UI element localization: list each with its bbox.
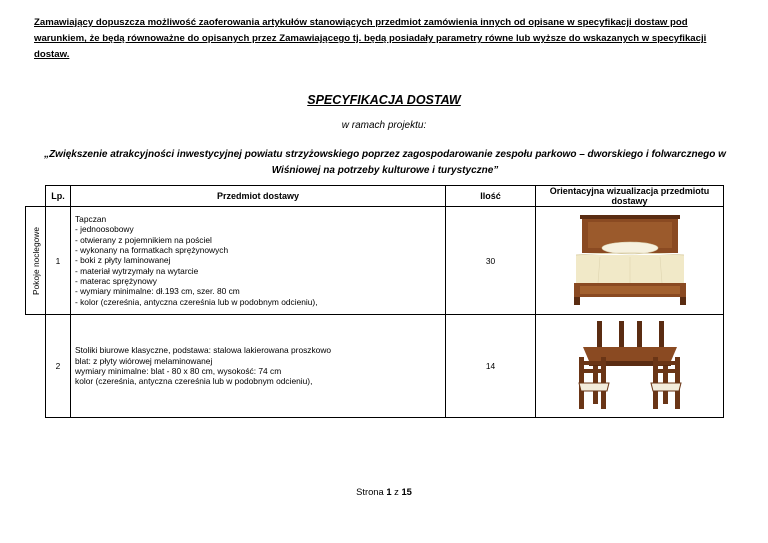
desc-line: - wykonany na formatkach sprężynowych: [75, 245, 229, 256]
document-subtitle: w ramach projektu:: [341, 120, 427, 131]
intro-note: Zamawiający dopuszcza możliwość zaoferowania artykułów stanowiących przedmiot zamówienia innych od opisane w specyfikacji dostaw pod warunkiem, że będą równoważne do opisanych przez Zamawiającego tj. będą posiadały parametry równe lub wyższe do wskazanych w specyfikacji dostaw.: [34, 17, 707, 60]
desc-line: - jednoosobowy: [75, 224, 134, 235]
header-viz: Orientacyjna wizualizacja przedmiotu dostawy: [536, 186, 724, 207]
header-lp: Lp.: [46, 186, 71, 207]
table-header-row: [26, 186, 724, 207]
table-chairs-image: [575, 317, 685, 413]
desc-line: - kolor (czereśnia, antyczna czereśnia lub w podobnym odcieniu),: [75, 296, 318, 307]
section-cell-empty: [26, 315, 46, 418]
header-blank: [26, 186, 46, 207]
header-item: Przedmiot dostawy: [71, 186, 446, 207]
desc-line: - materac sprężynowy: [75, 275, 157, 286]
row-qty: 30: [446, 207, 536, 315]
footer-of: z: [394, 486, 399, 497]
section-cell: [26, 207, 46, 315]
desc-line: - boki z płyty laminowanej: [75, 255, 171, 266]
bed-image: [570, 211, 690, 309]
row-description: [71, 315, 446, 418]
desc-line: - otwierany z pojemnikiem na pościel: [75, 234, 212, 245]
row-description: [71, 207, 446, 315]
spec-table: [25, 185, 724, 418]
footer-total: 15: [401, 486, 412, 497]
table-row: [26, 207, 724, 315]
desc-line: wymiary minimalne: blat - 80 x 80 cm, wysokość: 74 cm: [75, 366, 282, 376]
desc-line: blat: z płyty wiórowej melaminowanej: [75, 355, 213, 366]
row-image: [536, 207, 724, 315]
row-image: [536, 315, 724, 418]
footer-page: 1: [386, 486, 392, 497]
header-qty: Ilość: [446, 186, 536, 207]
row-lp: 1: [46, 207, 71, 315]
desc-line: kolor (czereśnia, antyczna czereśnia lub w podobnym odcieniu),: [75, 376, 313, 387]
row-lp: 2: [46, 315, 71, 418]
section-label: Pokoje noclegowe: [30, 226, 41, 295]
desc-line: - wymiary minimalne: dł.193 cm, szer. 80 cm: [75, 286, 240, 297]
row-qty: 14: [446, 315, 536, 418]
project-title: „Zwiększenie atrakcyjności inwestycyjnej powiatu strzyżowskiego poprzez zagospodarowanie zespołu parkowo – dworskiego i folwarcznego w Wiśniowej na potrzeby kulturowe i turystyczne”: [44, 149, 726, 176]
footer-prefix: Strona: [356, 486, 384, 497]
desc-line: Tapczan: [75, 214, 107, 225]
page-footer: [0, 486, 768, 497]
desc-line: Stoliki biurowe klasyczne, podstawa: stalowa lakierowana proszkowo: [75, 345, 332, 356]
document-title: SPECYFIKACJA DOSTAW: [307, 93, 461, 107]
desc-line: - materiał wytrzymały na wytarcie: [75, 265, 199, 276]
table-row: [26, 315, 724, 418]
